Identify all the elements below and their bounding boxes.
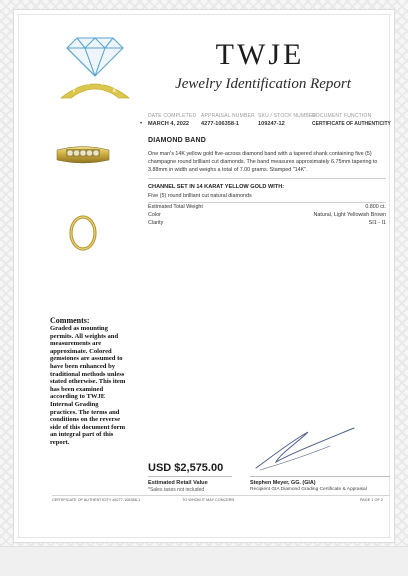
sku-label: SKU / STOCK NUMBER — [258, 113, 317, 119]
sku-value: 109247-12 — [258, 121, 285, 127]
spec-value: 0.800 ct. — [365, 204, 386, 210]
spec-label: Clarity — [148, 220, 164, 226]
meta-bullet: • — [140, 121, 143, 127]
spec-label: Estimated Total Weight — [148, 204, 203, 210]
signer-name: Stephen Meyer, GG. (GIA) — [250, 480, 316, 486]
item-description: One man's 14K yellow gold five-across diamond band with a tapered shank containing five (5) champagne round brilliant cut diamonds. The band measures approximately 6.75mm tapering to 3.88mm in width and weighs a total of 7.00 grams. Stamped "14K". — [148, 151, 378, 173]
diamond-logo-icon — [55, 26, 135, 106]
footer-divider — [52, 495, 390, 496]
retail-value-label: Estimated Retail Value — [148, 480, 208, 486]
brand-name: TWJE — [215, 38, 305, 71]
date-label: DATE COMPLETED — [148, 113, 197, 119]
date-value: MARCH 4, 2022 — [148, 121, 190, 127]
price-underline — [148, 476, 232, 477]
spec-label: Color — [148, 212, 161, 218]
divider — [148, 178, 386, 179]
footer-page-number: PAGE 1 OF 2 — [360, 498, 383, 502]
report-title: Jewelry Identification Report — [175, 76, 351, 92]
footer-certificate-number: CERTIFICATE OF AUTHENTICITY #4277-106358-1 — [52, 498, 141, 502]
svg-text:T: T — [72, 88, 76, 94]
document-value: CERTIFICATE OF AUTHENTICITY — [312, 121, 391, 127]
spec-value: SI1 - I1 — [368, 220, 386, 226]
document-label: DOCUMENT FUNCTION — [312, 113, 372, 119]
svg-text:J: J — [101, 81, 104, 87]
appraisal-value: 4277-106358-1 — [201, 121, 239, 127]
retail-price: USD $2,575.00 — [148, 462, 224, 474]
spec-row-color — [148, 212, 388, 220]
spec-row-clarity — [148, 220, 388, 228]
tax-note: *Sales taxes not included — [148, 487, 205, 493]
signer-credential: Recipient GIA Diamond Grading Certificate & Appraisal — [250, 487, 367, 492]
spec-value: Natural, Light Yellowish Brown — [313, 212, 386, 218]
bottom-band — [0, 546, 408, 576]
svg-text:W: W — [85, 81, 91, 87]
signature-line — [250, 476, 390, 477]
svg-text:E: E — [113, 88, 117, 94]
channel-subtitle: Five (5) round brilliant cut natural diamonds — [148, 193, 252, 199]
signature-image — [250, 424, 360, 474]
ring-side-image — [68, 214, 98, 252]
item-title: DIAMOND BAND — [148, 137, 207, 144]
ring-front-image — [55, 140, 111, 166]
comments-body: Graded as mounting permits. All weights and measurements are approximate. Colored gemstones are assumed to have been enhanced by traditional methods unless stated otherwise. This item has been examined according to TWJE Internal Grading practices. The terms and conditions on the reverse side of this document form an integral part of this report. — [50, 325, 126, 446]
comments-heading: Comments: — [50, 316, 90, 325]
divider — [148, 202, 386, 203]
spec-row-weight — [148, 204, 388, 212]
channel-title: CHANNEL SET IN 14 KARAT YELLOW GOLD WITH: — [148, 184, 285, 190]
footer-addressee: TO WHOM IT MAY CONCERN — [182, 498, 235, 502]
appraisal-label: APPRAISAL NUMBER — [201, 113, 255, 119]
